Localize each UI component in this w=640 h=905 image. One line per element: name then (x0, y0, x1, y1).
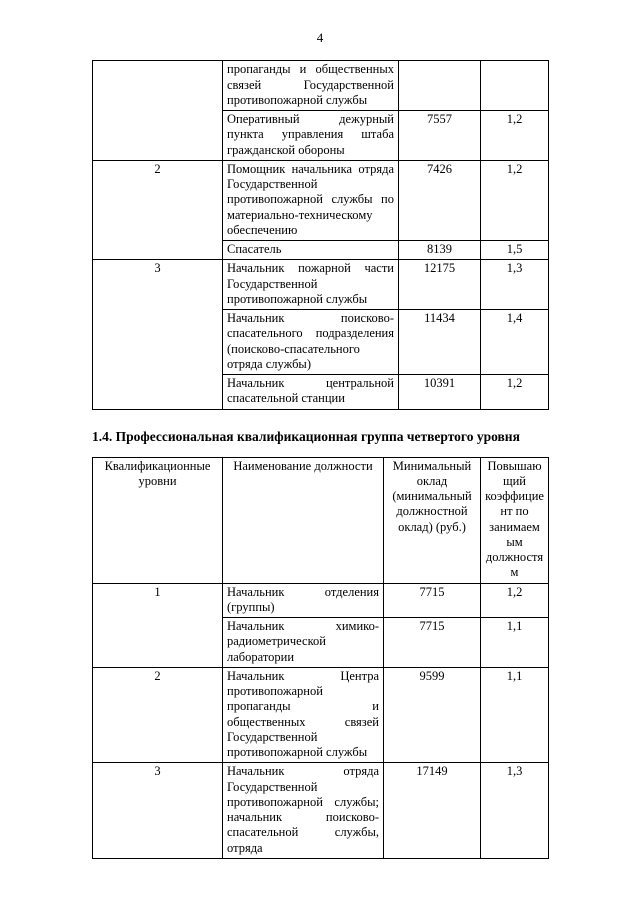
position-cell: Оперативный дежурный пункта управления штаба гражданской обороны (223, 111, 399, 161)
salary-cell: 12175 (399, 260, 481, 310)
coefficient-cell: 1,2 (481, 583, 549, 618)
position-cell: Начальник пожарной части Государственной противопожарной службы (223, 260, 399, 310)
salary-cell: 17149 (384, 763, 481, 859)
coefficient-cell: 1,5 (481, 241, 549, 260)
coefficient-cell: 1,2 (481, 111, 549, 161)
position-cell: Спасатель (223, 241, 399, 260)
table-row (93, 260, 549, 310)
salary-cell: 7715 (384, 583, 481, 618)
coefficient-cell: 1,2 (481, 375, 549, 410)
salary-cell: 7426 (399, 160, 481, 240)
position-cell: Начальник отделения (группы) (223, 583, 384, 618)
header-cell-salary: Минимальный оклад (минимальный должностной оклад) (руб.) (384, 457, 481, 583)
coefficient-cell: 1,2 (481, 160, 549, 240)
position-cell: Начальник Центра противопожарной пропаганды и общественных связей Государственной противопожарной службы (223, 667, 384, 763)
position-cell: Начальник химико-радиометрической лаборатории (223, 618, 384, 668)
level-cell: 3 (93, 763, 223, 859)
level-cell: 1 (93, 583, 223, 667)
coefficient-cell: 1,3 (481, 260, 549, 310)
salary-cell: 7557 (399, 111, 481, 161)
coefficient-cell (481, 61, 549, 111)
coefficient-cell: 1,1 (481, 667, 549, 763)
level-cell: 2 (93, 667, 223, 763)
level-cell: 2 (93, 160, 223, 260)
table-row (93, 61, 549, 111)
salary-cell: 7715 (384, 618, 481, 668)
level-cell (93, 61, 223, 161)
table-row (93, 763, 549, 859)
page-number: 4 (316, 30, 324, 45)
coefficient-cell: 1,1 (481, 618, 549, 668)
salary-cell: 9599 (384, 667, 481, 763)
section-heading: 1.4. Профессиональная квалификационная группа четвертого уровня (92, 428, 520, 444)
position-cell: Начальник центральной спасательной станции (223, 375, 399, 410)
header-cell-levels: Квалификационные уровни (93, 457, 223, 583)
table-row (93, 667, 549, 763)
table-row (93, 160, 549, 240)
coefficient-cell: 1,3 (481, 763, 549, 859)
position-cell: Начальник отряда Государственной противопожарной службы; начальник поисково-спасательной службы, отряда (223, 763, 384, 859)
qualification-table-third-level (92, 60, 549, 409)
salary-cell: 11434 (399, 310, 481, 375)
coefficient-cell: 1,4 (481, 310, 549, 375)
salary-cell: 10391 (399, 375, 481, 410)
salary-cell: 8139 (399, 241, 481, 260)
qualification-table-fourth-level (92, 457, 549, 859)
header-cell-coefficient: Повышающий коэффициент по занимаемым должностям (481, 457, 549, 583)
header-row (93, 457, 549, 583)
header-cell-position: Наименование должности (223, 457, 384, 583)
level-cell: 3 (93, 260, 223, 409)
position-cell: пропаганды и общественных связей Государственной противопожарной службы (223, 61, 399, 111)
salary-cell (399, 61, 481, 111)
position-cell: Помощник начальника отряда Государственной противопожарной службы по материально-техническому обеспечению (223, 160, 399, 240)
position-cell: Начальник поисково-спасательного подразделения (поисково-спасательного отряда службы) (223, 310, 399, 375)
table-row (93, 583, 549, 618)
